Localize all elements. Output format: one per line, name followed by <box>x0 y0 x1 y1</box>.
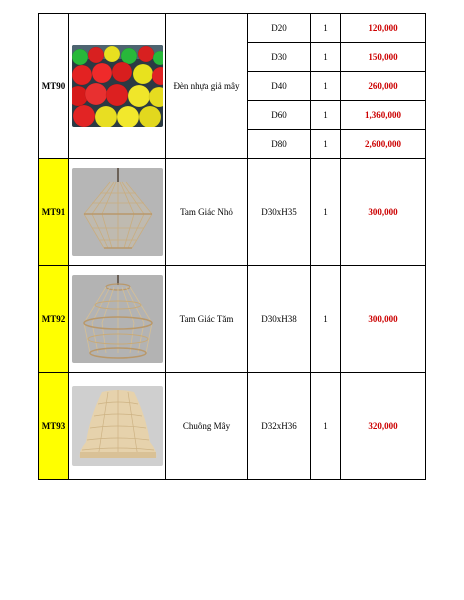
product-image <box>69 159 166 266</box>
product-code: MT91 <box>39 159 69 266</box>
price-cell: 300,000 <box>341 159 426 266</box>
product-image <box>69 373 166 480</box>
size-cell: D30xH35 <box>248 159 311 266</box>
price-cell: 1,360,000 <box>341 101 426 130</box>
size-cell: D80 <box>248 130 311 159</box>
size-cell: D32xH36 <box>248 373 311 480</box>
price-cell: 260,000 <box>341 72 426 101</box>
qty-cell: 1 <box>311 101 341 130</box>
qty-cell: 1 <box>311 130 341 159</box>
size-cell: D20 <box>248 14 311 43</box>
size-cell: D60 <box>248 101 311 130</box>
price-table <box>38 13 426 480</box>
product-image <box>69 266 166 373</box>
table-row <box>39 14 426 43</box>
qty-cell: 1 <box>311 72 341 101</box>
table-row <box>39 159 426 266</box>
table-row <box>39 373 426 480</box>
qty-cell: 1 <box>311 266 341 373</box>
qty-cell: 1 <box>311 373 341 480</box>
rattan-bell-photo <box>72 386 163 466</box>
product-name: Tam Giác Tăm <box>166 266 248 373</box>
product-name: Chuông Mây <box>166 373 248 480</box>
price-cell: 320,000 <box>341 373 426 480</box>
product-image <box>69 14 166 159</box>
size-cell: D30 <box>248 43 311 72</box>
stick-lantern-photo <box>72 275 163 363</box>
price-cell: 150,000 <box>341 43 426 72</box>
product-code: MT90 <box>39 14 69 159</box>
product-code: MT93 <box>39 373 69 480</box>
price-cell: 300,000 <box>341 266 426 373</box>
product-name: Tam Giác Nhỏ <box>166 159 248 266</box>
bamboo-lantern-photo <box>72 168 163 256</box>
size-cell: D40 <box>248 72 311 101</box>
colorful-balls-photo <box>72 45 163 127</box>
price-cell: 2,600,000 <box>341 130 426 159</box>
product-name: Đèn nhựa giả mây <box>166 14 248 159</box>
size-cell: D30xH38 <box>248 266 311 373</box>
product-code: MT92 <box>39 266 69 373</box>
qty-cell: 1 <box>311 159 341 266</box>
qty-cell: 1 <box>311 14 341 43</box>
table-row <box>39 266 426 373</box>
qty-cell: 1 <box>311 43 341 72</box>
price-cell: 120,000 <box>341 14 426 43</box>
